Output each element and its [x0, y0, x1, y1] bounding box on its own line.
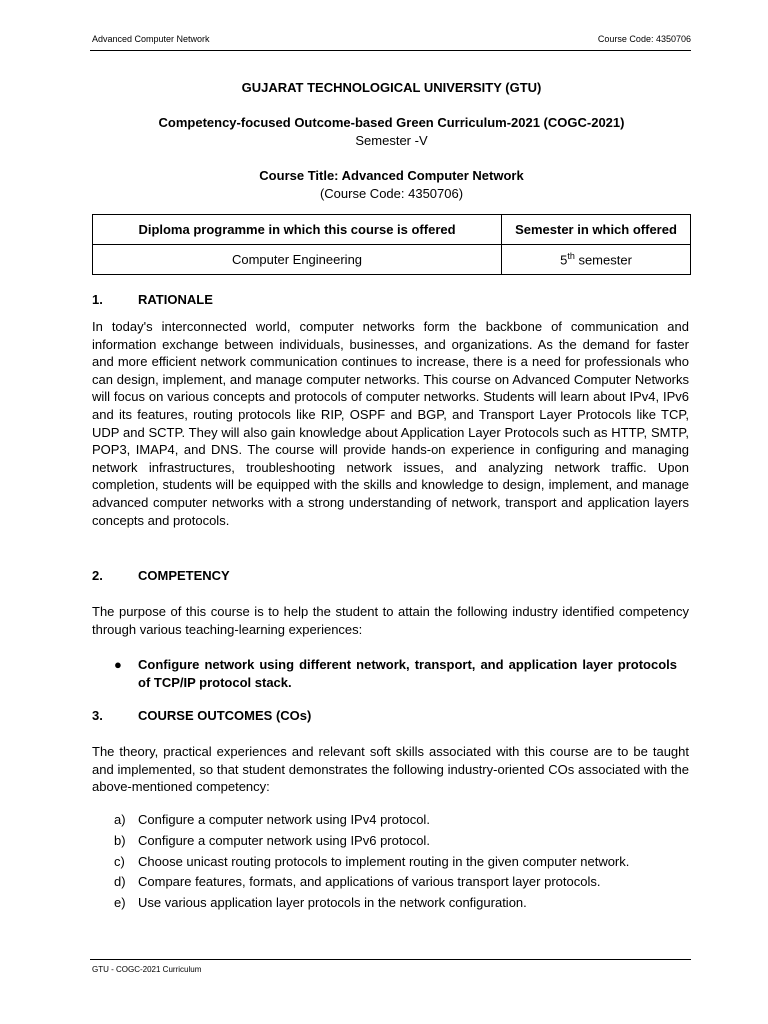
section-title: COMPETENCY	[138, 568, 230, 583]
section-heading-rationale	[92, 292, 213, 307]
list-item-letter: e)	[114, 895, 126, 911]
course-code: (Course Code: 4350706)	[319, 186, 464, 201]
offering-table	[92, 214, 691, 275]
header-course-name: Advanced Computer Network	[92, 34, 210, 44]
section-number: 3.	[92, 708, 103, 723]
table-cell-programme: Computer Engineering	[93, 245, 502, 275]
competency-bullet	[114, 656, 677, 692]
competency-paragraph: The purpose of this course is to help the student to attain the following industry identified competency through various teaching-learning experiences:	[92, 604, 689, 637]
section-number: 2.	[92, 568, 103, 583]
list-item-letter: d)	[114, 874, 126, 890]
table-header-programme: Diploma programme in which this course is offered	[93, 215, 502, 245]
list-item	[114, 831, 629, 852]
curriculum-title: Competency-focused Outcome-based Green Curriculum-2021 (COGC-2021)	[158, 115, 625, 130]
rationale-paragraph: In today's interconnected world, computer networks form the backbone of communication and information exchange between individuals, businesses, and organizations. As the demand for faster and more efficient network communication continues to increase, there is a need for professionals who can design, implement, and manage computer networks. This course on Advanced Computer Networks will focus on various concepts and protocols of computer networks. Students will learn about IPv4, IPv6 and its features, routing protocols like RIP, OSPF and BGP, and Transport Layer Protocols like TCP, UDP and SCTP. They will also gain knowledge about Application Layer Protocols such as HTTP, SMTP, POP3, IMAP4, and DNS. The course will provide hands-on experience in configuring and managing network infrastructures, troubleshooting network issues, and analyzing network traffic. Upon completion, students will be equipped with the skills and knowledge to design, implement, and manage advanced computer networks with a strong understanding of network, transport and application layers concepts and protocols.	[92, 319, 689, 528]
list-item	[114, 872, 629, 893]
table-cell-semester	[502, 245, 691, 275]
list-item-letter: c)	[114, 853, 125, 869]
list-item	[114, 810, 629, 831]
header-divider	[90, 50, 691, 51]
list-item	[114, 893, 629, 914]
list-item-text: Choose unicast routing protocols to implement routing in the given computer network.	[138, 853, 630, 869]
page-header	[92, 34, 691, 50]
section-title: RATIONALE	[138, 292, 213, 307]
section-heading-competency	[92, 568, 230, 583]
semester-word: semester	[574, 252, 632, 268]
header-course-code: Course Code: 4350706	[597, 34, 691, 44]
footer-divider	[90, 959, 691, 960]
semester-number: 5	[560, 252, 568, 268]
list-item-letter: a)	[114, 812, 126, 827]
semester-label: Semester -V	[355, 133, 428, 148]
page-footer: GTU - COGC-2021 Curriculum	[92, 965, 202, 974]
table-header-semester: Semester in which offered	[502, 215, 691, 245]
list-item-text: Compare features, formats, and applications of various transport layer protocols.	[138, 874, 601, 890]
course-title: Course Title: Advanced Computer Network	[259, 168, 524, 183]
university-title: GUJARAT TECHNOLOGICAL UNIVERSITY (GTU)	[241, 80, 542, 95]
outcomes-paragraph: The theory, practical experiences and relevant soft skills associated with this course are to be taught and implemented, so that student demonstrates the following industry-oriented COs associated with the above-mentioned competency:	[92, 744, 689, 795]
section-number: 1.	[92, 292, 103, 307]
bullet-dot-icon: ●	[114, 657, 122, 672]
list-item-text: Use various application layer protocols in the network configuration.	[138, 895, 527, 911]
semester-suffix: th	[567, 251, 575, 262]
competency-bullet-text: Configure network using different network, transport, and application layer protocols of TCP/IP protocol stack.	[138, 657, 677, 690]
list-item	[114, 852, 629, 873]
list-item-letter: b)	[114, 832, 126, 848]
list-item-text: Configure a computer network using IPv6 protocol.	[138, 832, 430, 848]
section-heading-outcomes	[92, 708, 311, 723]
course-outcomes-list	[114, 810, 629, 914]
list-item-text: Configure a computer network using IPv4 protocol.	[138, 812, 430, 827]
section-title: COURSE OUTCOMES (COs)	[138, 708, 312, 723]
